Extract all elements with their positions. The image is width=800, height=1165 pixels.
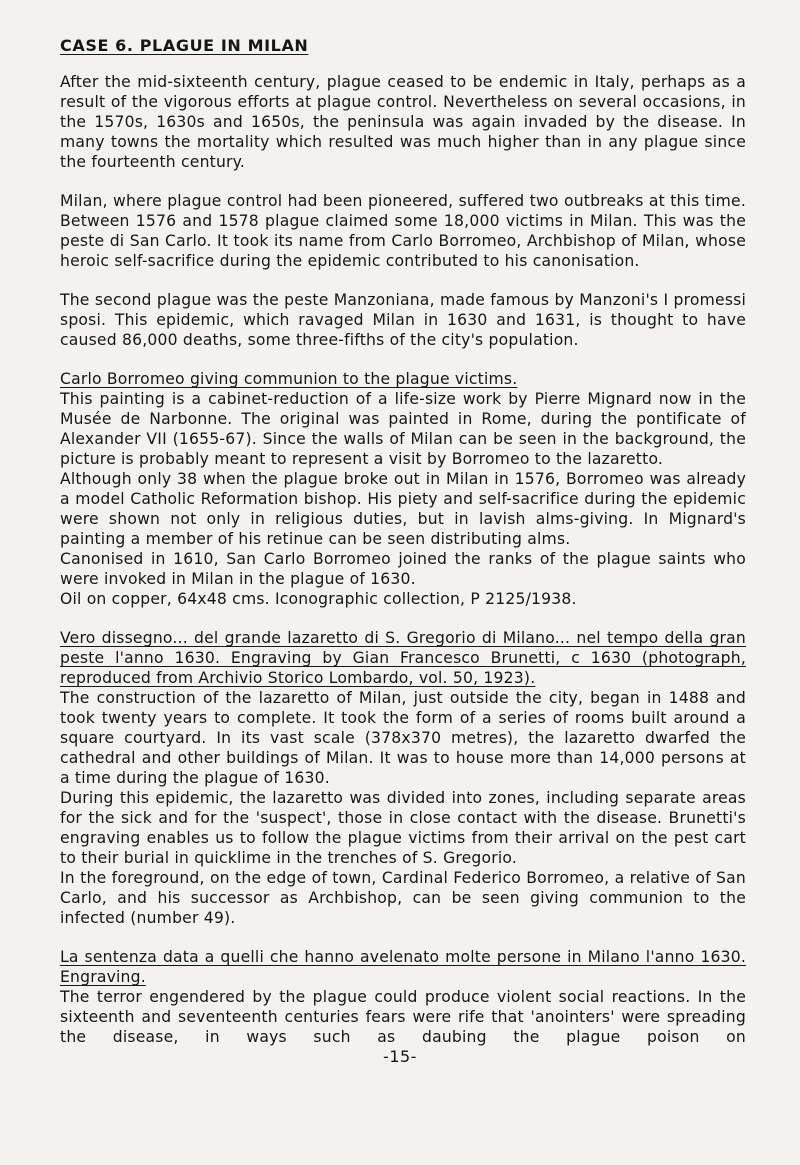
caption-lazaretto-foreground: In the foreground, on the edge of town, Cardinal Federico Borromeo, a relative of San Carlo, and his successor as Archbishop, can be seen giving communion to the infected (number 49). [60, 869, 746, 927]
caption-borromeo [60, 369, 746, 609]
page-number: -15- [383, 1047, 417, 1066]
caption-borromeo-text: Although only 38 when the plague broke out in Milan in 1576, Borromeo was already a model Catholic Reformation bishop. His piety and self-sacrifice during the epidemic were shown not only in religious duties, but in lavish alms-giving. In Mignard's painting a member of his retinue can be seen distributing alms. [60, 470, 746, 548]
caption-borromeo-description: This painting is a cabinet-reduction of a life-size work by Pierre Mignard now in the Musée de Narbonne. The original was painted in Rome, during the pontificate of Alexander VII (1655-67). Since the walls of Milan can be seen in the background, the picture is probably meant to represent a visit by Borromeo to the lazaretto. [60, 390, 746, 468]
caption-sentenza [60, 947, 746, 1047]
caption-lazaretto-construction: The construction of the lazaretto of Milan, just outside the city, began in 1488 and took twenty years to complete. It took the form of a series of rooms built around a square courtyard. In its vast scale (378x370 metres), the lazaretto dwarfed the cathedral and other buildings of Milan. It was to house more than 14,000 persons at a time during the plague of 1630. [60, 689, 746, 787]
paragraph-second-plague: The second plague was the peste Manzoniana, made famous by Manzoni's I promessi sposi. This epidemic, which ravaged Milan in 1630 and 1631, is thought to have caused 86,000 deaths, some three-fifths of the city's population. [60, 291, 746, 349]
paragraph-intro: After the mid-sixteenth century, plague ceased to be endemic in Italy, perhaps as a result of the vigorous efforts at plague control. Nevertheless on several occasions, in the 1570s, 1630s and 1650s, the peninsula was again invaded by the disease. In many towns the mortality which resulted was much higher than in any plague since the fourteenth century. [60, 73, 746, 171]
page-heading: CASE 6. PLAGUE IN MILAN [60, 36, 309, 55]
caption-lazaretto-title: Vero dissegno... del grande lazaretto di S. Gregorio di Milano... nel tempo della gran peste l'anno 1630. Engraving by Gian Francesco Brunetti, c 1630 (photograph, reproduced from Archivio Storico Lombardo, vol. 50, 1923). [60, 629, 746, 687]
caption-sentenza-title: La sentenza data a quelli che hanno avelenato molte persone in Milano l'anno 1630. Engraving. [60, 948, 746, 986]
caption-lazaretto [60, 628, 746, 928]
page-body [60, 72, 746, 1047]
caption-borromeo-title: Carlo Borromeo giving communion to the plague victims. [60, 370, 518, 388]
caption-borromeo-medium: Oil on copper, 64x48 cms. Iconographic collection, P 2125/1938. [60, 590, 577, 608]
caption-lazaretto-epidemic: During this epidemic, the lazaretto was divided into zones, including separate areas for the sick and for the 'suspect', those in close contact with the disease. Brunetti's engraving enables us to follow the plague victims from their arrival on the pest cart to their burial in quicklime in the trenches of S. Gregorio. [60, 789, 746, 867]
caption-borromeo-canonisation: Canonised in 1610, San Carlo Borromeo joined the ranks of the plague saints who were invoked in Milan in the plague of 1630. [60, 550, 746, 588]
paragraph-milan-outbreaks: Milan, where plague control had been pioneered, suffered two outbreaks at this time. Between 1576 and 1578 plague claimed some 18,000 victims in Milan. This was the peste di San Carlo. It took its name from Carlo Borromeo, Archbishop of Milan, whose heroic self-sacrifice during the epidemic contributed to his canonisation. [60, 192, 746, 270]
caption-sentenza-text: The terror engendered by the plague could produce violent social reactions. In the sixteenth and seventeenth centuries fears were rife that 'anointers' were spreading the disease, in ways such as daubing the plague poison on [60, 988, 746, 1046]
